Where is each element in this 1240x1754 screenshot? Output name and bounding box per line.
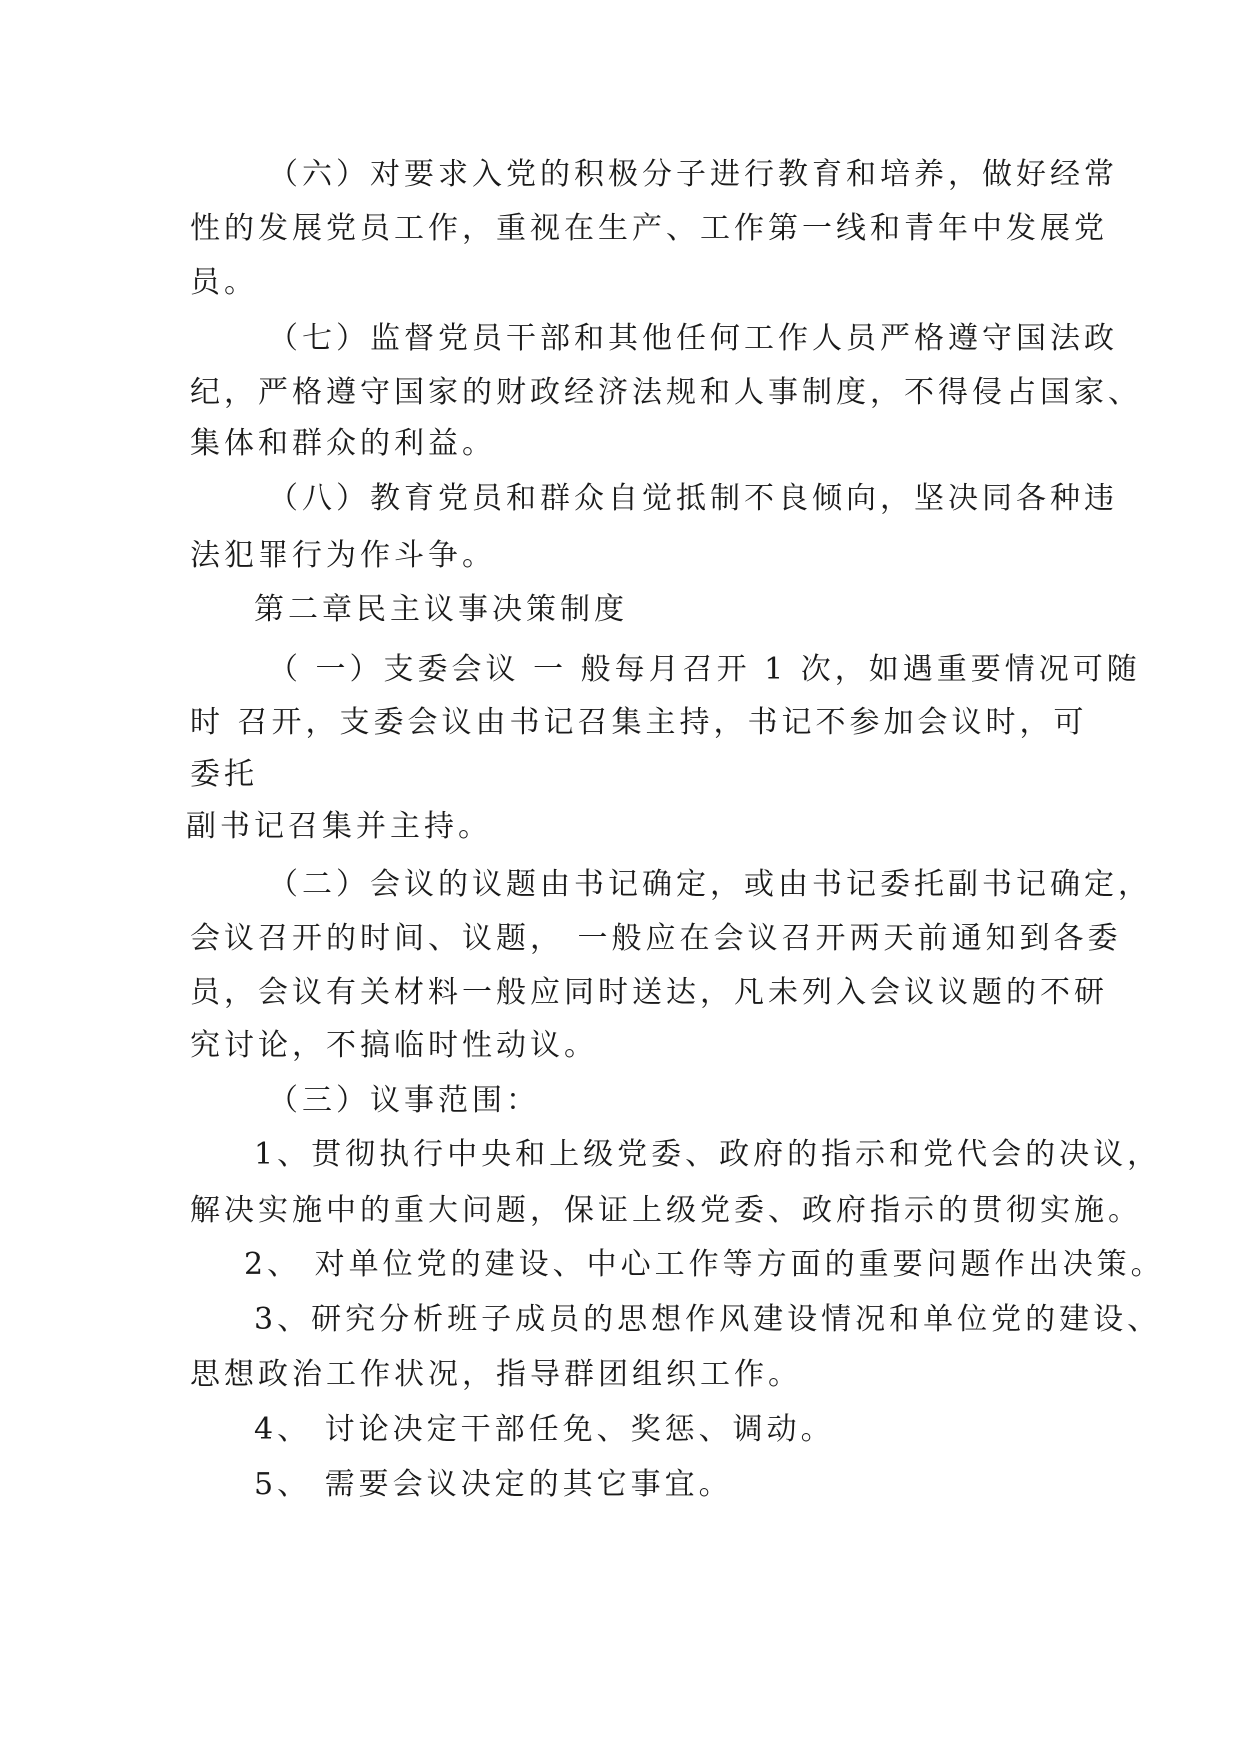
text-line: 员。 bbox=[190, 265, 258, 300]
text-line: 纪，严格遵守国家的财政经济法规和人事制度，不得侵占国家、 bbox=[190, 375, 1142, 410]
text-line: 思想政治工作状况，指导群团组织工作。 bbox=[190, 1357, 802, 1392]
text-line: 员，会议有关材料一般应同时送达，凡未列入会议议题的不研 bbox=[190, 975, 1108, 1010]
text-line: 1、贯彻执行中央和上级党委、政府的指示和党代会的决议， bbox=[254, 1137, 1162, 1172]
text-line: （ 一）支委会议 一 般每月召开 1 次，如遇重要情况可随 bbox=[268, 652, 1141, 687]
text-line: 副书记召集并主持。 bbox=[186, 809, 492, 844]
text-line: 5、 需要会议决定的其它事宜。 bbox=[254, 1467, 733, 1502]
text-line: 集体和群众的利益。 bbox=[190, 426, 496, 461]
text-line: 2、 对单位党的建设、中心工作等方面的重要问题作出决策。 bbox=[244, 1247, 1165, 1282]
text-line: （二）会议的议题由书记确定，或由书记委托副书记确定， bbox=[268, 867, 1152, 902]
text-line: 时 召开，支委会议由书记召集主持，书记不参加会议时，可 bbox=[190, 705, 1088, 740]
text-line: 法犯罪行为作斗争。 bbox=[190, 538, 496, 573]
text-line: 究讨论，不搞临时性动议。 bbox=[190, 1028, 598, 1063]
chapter-heading: 第二章民主议事决策制度 bbox=[254, 592, 628, 627]
text-line: 解决实施中的重大问题，保证上级党委、政府指示的贯彻实施。 bbox=[190, 1193, 1142, 1228]
text-line: （三）议事范围： bbox=[268, 1083, 540, 1118]
text-line: 委托 bbox=[190, 757, 258, 792]
text-line: 会议召开的时间、议题， 一般应在会议召开两天前通知到各委 bbox=[190, 921, 1122, 956]
text-line: 性的发展党员工作，重视在生产、工作第一线和青年中发展党 bbox=[190, 211, 1108, 246]
text-line: 4、 讨论决定干部任免、奖惩、调动。 bbox=[254, 1412, 835, 1447]
text-line: （八）教育党员和群众自觉抵制不良倾向，坚决同各种违 bbox=[268, 481, 1118, 516]
text-line: （六）对要求入党的积极分子进行教育和培养，做好经常 bbox=[268, 157, 1118, 192]
text-line: 3、研究分析班子成员的思想作风建设情况和单位党的建设、 bbox=[254, 1302, 1162, 1337]
text-line: （七）监督党员干部和其他任何工作人员严格遵守国法政 bbox=[268, 321, 1118, 356]
